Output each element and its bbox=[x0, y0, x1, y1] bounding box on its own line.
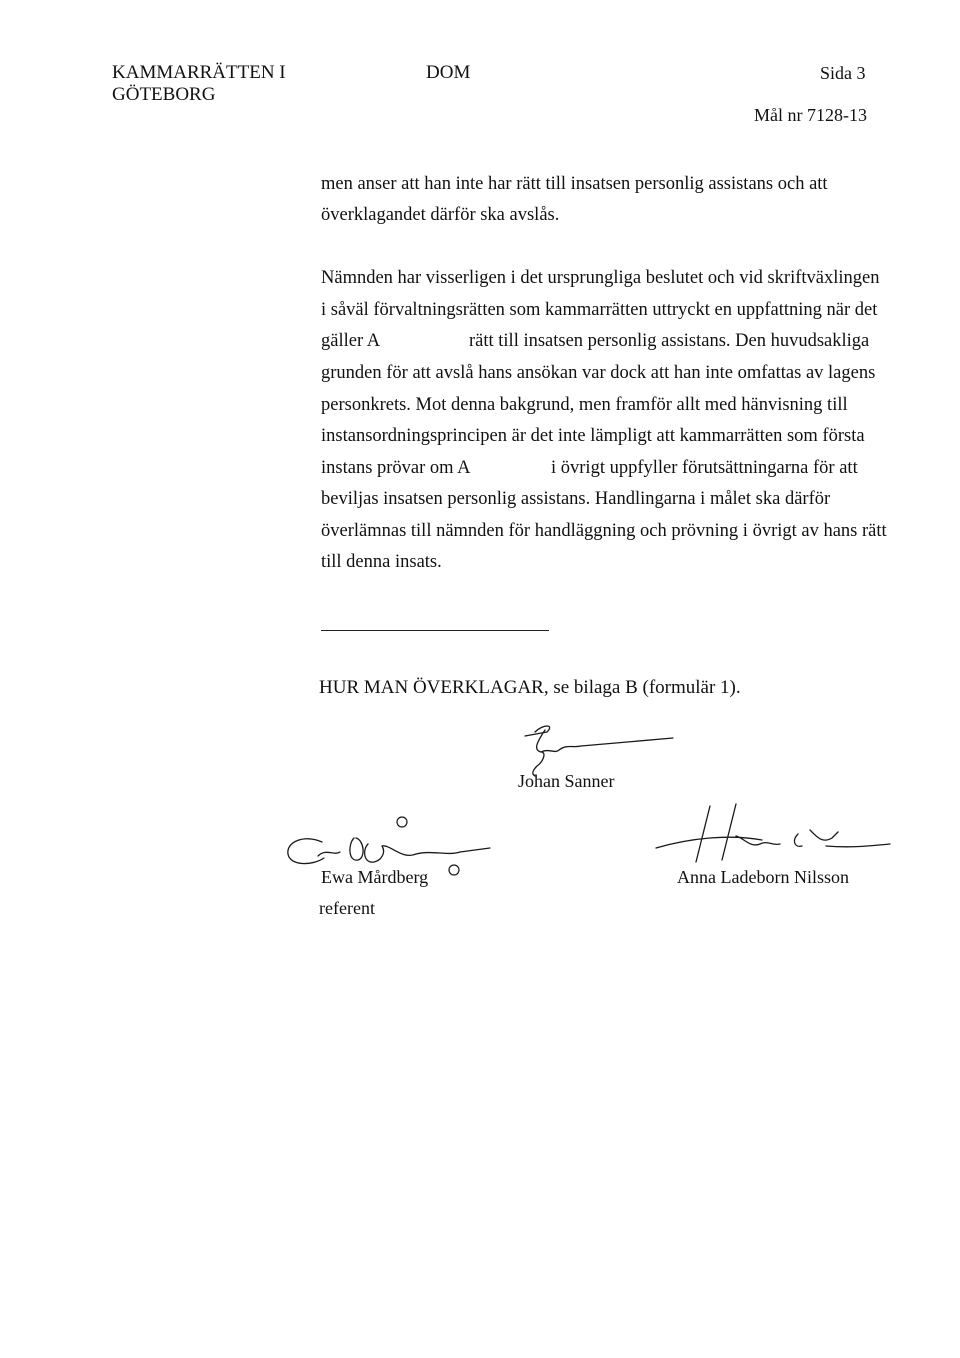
text-line: överklagandet därför ska avslås. bbox=[321, 205, 560, 225]
text-line: Nämnden har visserligen i det ursprungliga beslutet och vid skriftväxlingen bbox=[321, 268, 880, 288]
text-line-part: rätt till insatsen personlig assistans. Den huvudsakliga bbox=[469, 331, 870, 351]
text-line: beviljas insatsen personlig assistans. Handlingarna i målet ska därför bbox=[321, 489, 831, 509]
appeal-info: HUR MAN ÖVERKLAGAR, se bilaga B (formulär 1). bbox=[319, 677, 741, 698]
judge-name: Ewa Mårdberg bbox=[321, 867, 429, 887]
page-number: Sida 3 bbox=[820, 63, 866, 83]
separator-line bbox=[321, 630, 549, 631]
judge-role: referent bbox=[319, 898, 375, 918]
judge-name: Anna Ladeborn Nilsson bbox=[677, 867, 849, 887]
court-name-line1: KAMMARRÄTTEN I bbox=[112, 62, 286, 83]
text-line: till denna insats. bbox=[321, 552, 442, 572]
court-name bbox=[112, 62, 286, 106]
text-line: i såväl förvaltningsrätten som kammarrätten uttryckt en uppfattning när det bbox=[321, 300, 878, 320]
text-line-part: instans prövar om A bbox=[321, 458, 471, 478]
document-type: DOM bbox=[426, 62, 471, 83]
text-line: personkrets. Mot denna bakgrund, men framför allt med hänvisning till bbox=[321, 395, 848, 415]
court-name-line2: GÖTEBORG bbox=[112, 84, 216, 105]
signature-johan-sanner bbox=[515, 718, 685, 778]
text-line: instansordningsprincipen är det inte lämpligt att kammarrätten som första bbox=[321, 426, 865, 446]
case-number: Mål nr 7128-13 bbox=[754, 105, 867, 125]
text-line-part: i övrigt uppfyller förutsättningarna för att bbox=[551, 458, 858, 478]
text-line-part: gäller A bbox=[321, 331, 381, 351]
text-line: överlämnas till nämnden för handläggning och prövning i övrigt av hans rätt bbox=[321, 521, 887, 541]
text-line: grunden för att avslå hans ansökan var dock att han inte omfattas av lagens bbox=[321, 363, 876, 383]
text-line: men anser att han inte har rätt till insatsen personlig assistans och att bbox=[321, 174, 828, 194]
judge-name: Johan Sanner bbox=[518, 771, 615, 791]
